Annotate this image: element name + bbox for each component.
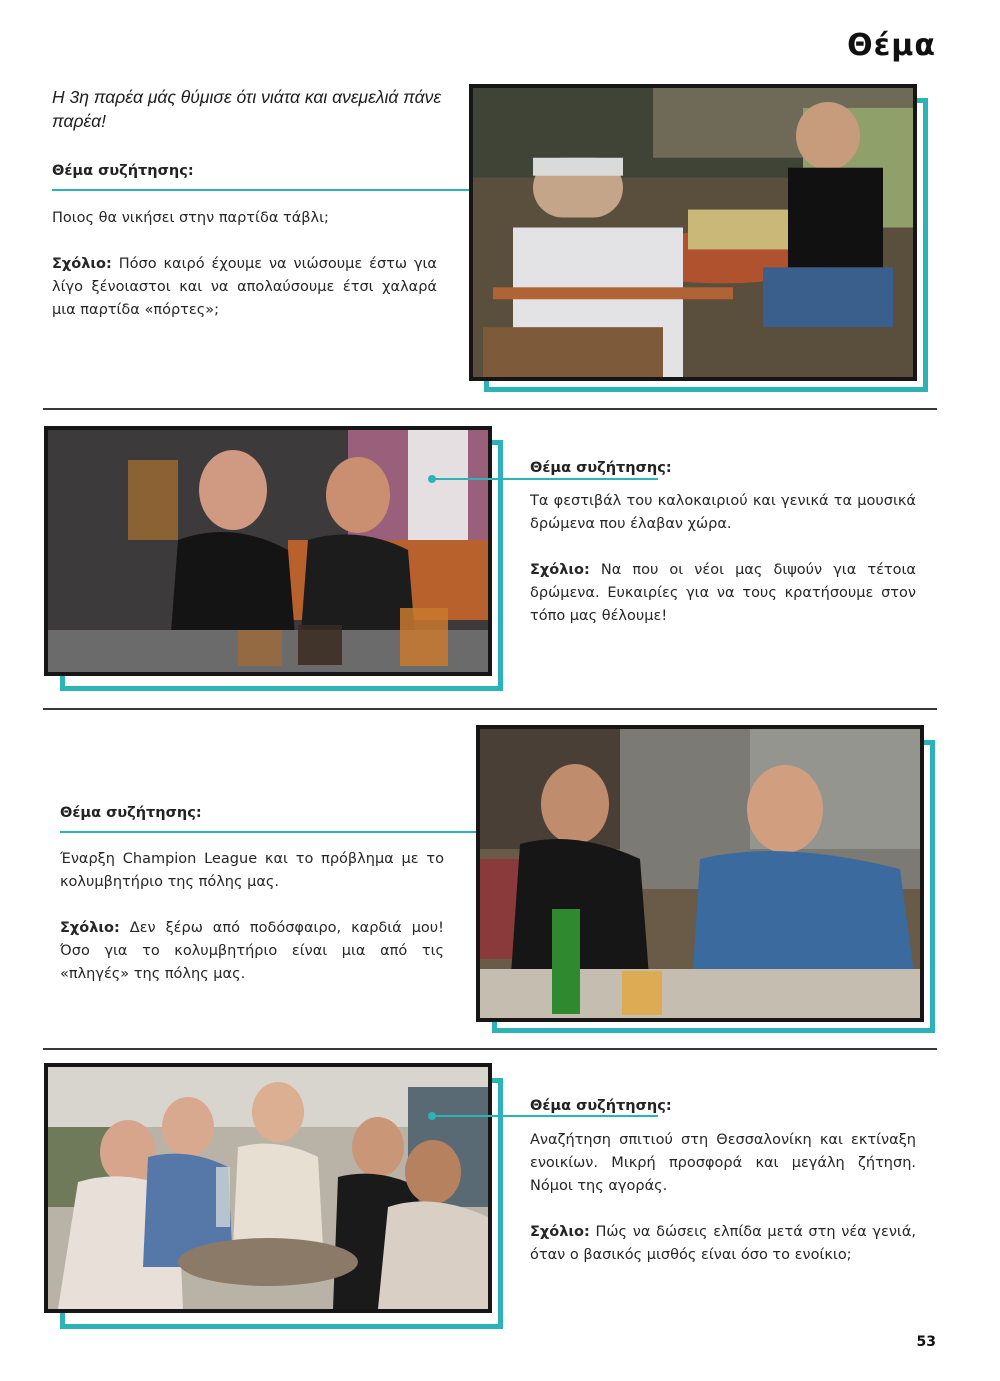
connector-line-1 (52, 189, 508, 191)
topic-label-1: Θέμα συζήτησης: (52, 163, 194, 179)
divider-1 (43, 408, 937, 410)
comment-4 (530, 1221, 916, 1267)
comment-text-3: Δεν ξέρω από ποδόσφαιρο, καρδιά μου! Όσο για το κολυμβητήριο είναι μια από τις «πληγές» της πόλης μας. (60, 920, 444, 982)
text-block-2 (530, 490, 916, 628)
topic-text-4: Αναζήτηση σπιτιού στη Θεσσαλονίκη και εκτίναξη ενοικίων. Μικρή προσφορά και μεγάλη ζήτηση. Νόμοι της αγοράς. (530, 1132, 916, 1194)
comment-text-1: Πόσο καιρό έχουμε να νιώσουμε έστω για λίγο ξένοιαστοι και να απολαύσουμε έτσι χαλαρά μια παρτίδα «πόρτες»; (52, 256, 437, 318)
page-number: 53 (916, 1334, 936, 1350)
photo-two-men (476, 725, 924, 1022)
photo-group-women-image (48, 1067, 488, 1309)
photo-young-women-image (48, 430, 488, 672)
text-block-3 (60, 848, 444, 986)
photo-backgammon (469, 84, 917, 381)
topic-label-4: Θέμα συζήτησης: (530, 1098, 672, 1114)
text-block-4 (530, 1129, 916, 1267)
divider-3 (43, 1048, 937, 1050)
connector-line-3 (60, 831, 516, 833)
comment-label-2: Σχόλιο: (530, 562, 590, 578)
topic-label-2: Θέμα συζήτησης: (530, 460, 672, 476)
comment-2 (530, 559, 916, 628)
topic-text-3: Έναρξη Champion League και το πρόβλημα με το κολυμβητήριο της πόλης μας. (60, 851, 444, 890)
connector-line-4 (432, 1115, 658, 1117)
photo-group-women (44, 1063, 492, 1313)
comment-text-4: Πώς να δώσεις ελπίδα μετά στη νέα γενιά, όταν ο βασικός μισθός είναι όσο το ενοίκιο; (530, 1224, 916, 1263)
photo-young-women (44, 426, 492, 676)
text-block-1 (52, 207, 437, 322)
comment-label-1: Σχόλιο: (52, 256, 112, 272)
topic-text-1: Ποιος θα νικήσει στην παρτίδα τάβλι; (52, 210, 329, 226)
photo-backgammon-image (473, 88, 913, 377)
intro-text: Η 3η παρέα μάς θύμισε ότι νιάτα και ανεμελιά πάνε παρέα! (52, 87, 442, 131)
topic-text-2: Τα φεστιβάλ του καλοκαιριού και γενικά τα μουσικά δρώμενα που έλαβαν χώρα. (530, 493, 916, 532)
comment-text-2: Να που οι νέοι μας διψούν για τέτοια δρώμενα. Ευκαιρίες για να τους κρατήσουμε στον τόπο μας θέλουμε! (530, 562, 916, 624)
comment-3 (60, 917, 444, 986)
topic-label-3: Θέμα συζήτησης: (60, 805, 202, 821)
photo-two-men-image (480, 729, 920, 1018)
comment-label-3: Σχόλιο: (60, 920, 120, 936)
comment-1 (52, 253, 437, 322)
comment-label-4: Σχόλιο: (530, 1224, 590, 1240)
section-title: Θέμα (847, 28, 936, 63)
divider-2 (43, 708, 937, 710)
connector-line-2 (432, 478, 658, 480)
